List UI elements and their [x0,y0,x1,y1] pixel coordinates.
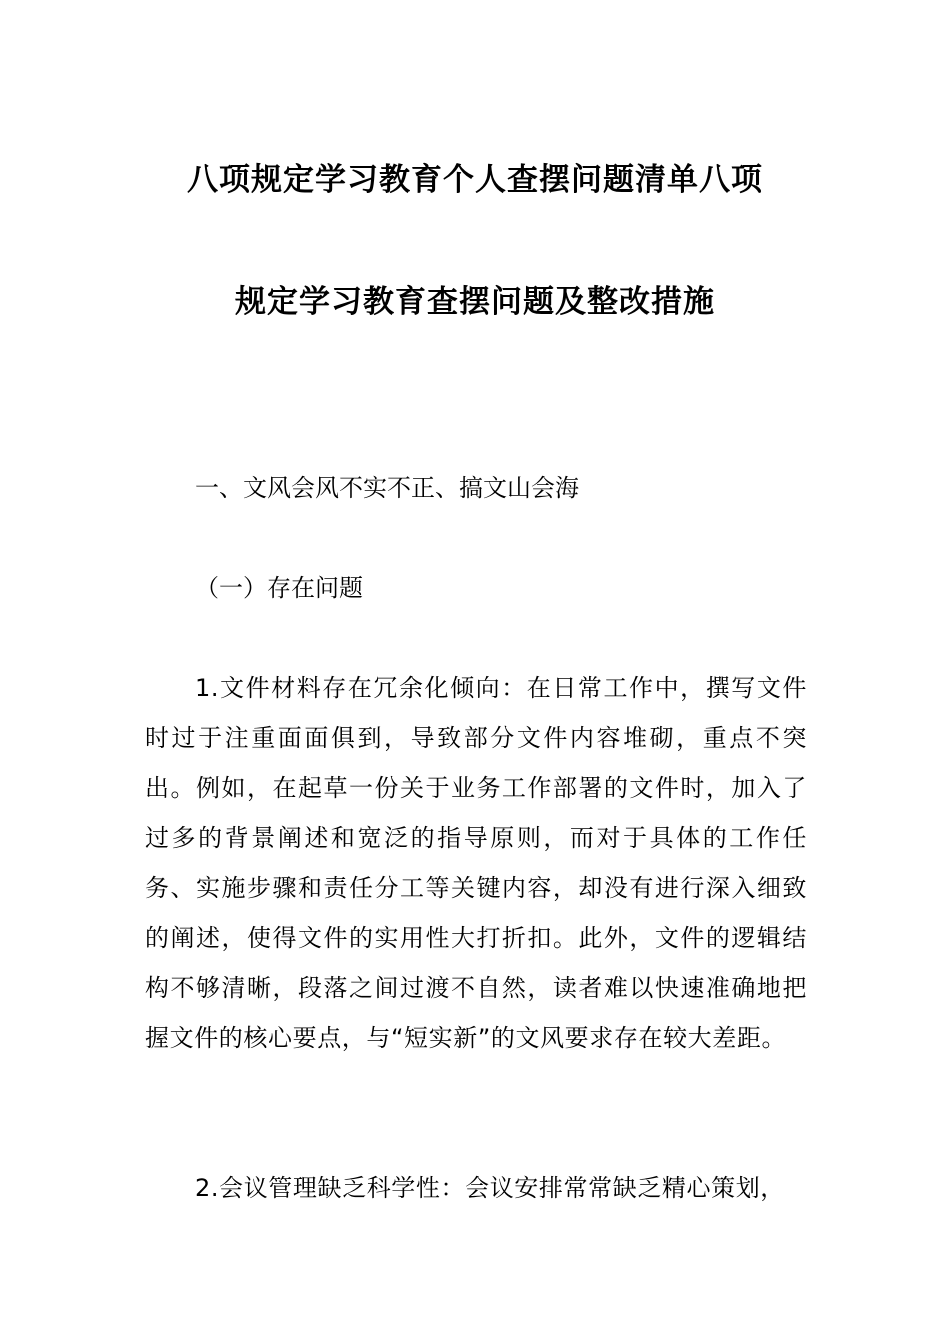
document-title-line-2: 规定学习教育查摆问题及整改措施 [235,284,715,320]
section-heading: 一、文风会风不实不正、搞文山会海 [195,474,579,502]
subsection-heading: （一）存在问题 [195,574,363,602]
paragraph-1: 1.文件材料存在冗余化倾向：在日常工作中，撰写文件时过于注重面面俱到，导致部分文件内容堆砌，重点不突出。例如，在起草一份关于业务工作部署的文件时，加入了过多的背景阐述和宽泛的指导原则，而对于具体的工作任务、实施步骤和责任分工等关键内容，却没有进行深入细致的阐述，使得文件的实用性大打折扣。此外，文件的逻辑结构不够清晰，段落之间过渡不自然，读者难以快速准确地把握文件的核心要点，与“短实新”的文风要求存在较大差距。 [145,674,807,1052]
paragraph-2: 2.会议管理缺乏科学性：会议安排常常缺乏精心策划， [195,1174,785,1202]
document-title-line-1: 八项规定学习教育个人查摆问题清单八项 [187,162,763,198]
